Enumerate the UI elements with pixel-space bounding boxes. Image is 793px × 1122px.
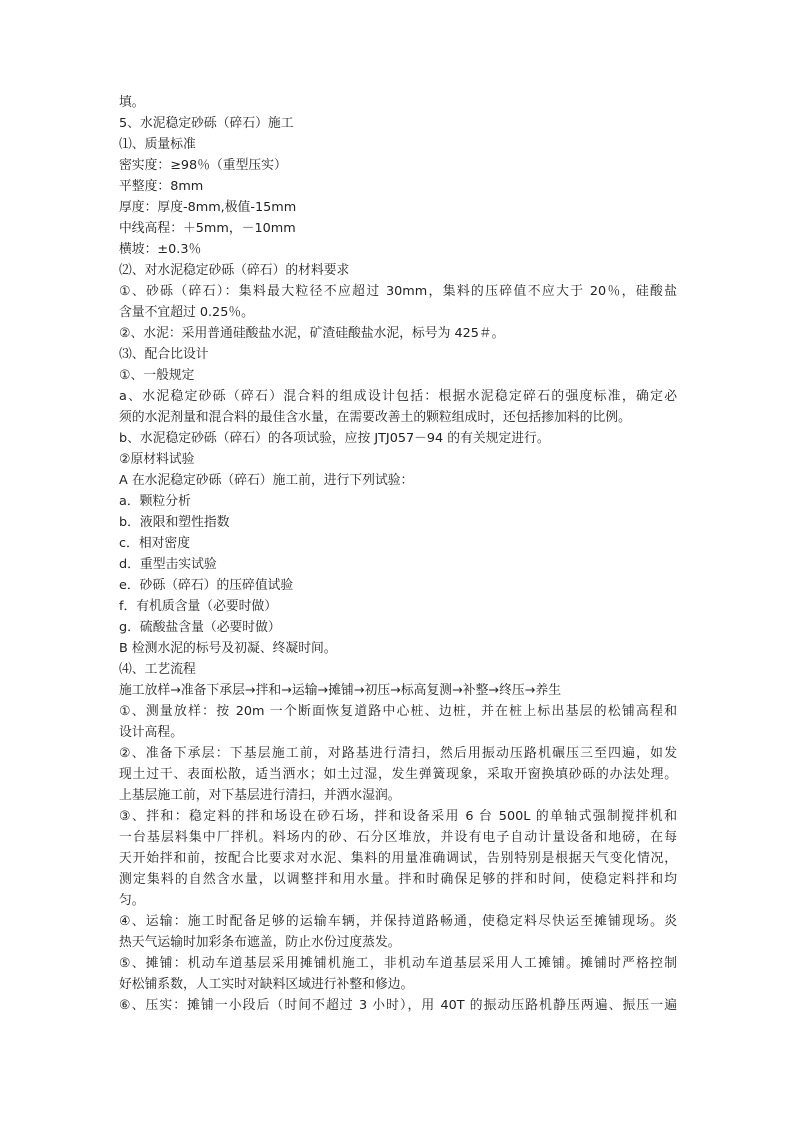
paragraph-line: ②、水泥：采用普通硅酸盐水泥，矿渣硅酸盐水泥，标号为 425＃。 xyxy=(119,326,505,341)
paragraph-line: 须的水泥剂量和混合料的最佳含水量，在需要改善土的颗粒组成时，还包括掺加料的比例。 xyxy=(119,410,631,425)
paragraph-line: a、水泥稳定砂砾（碎石）混合料的组成设计包括：根据水泥稳定碎石的强度标准，确定必 xyxy=(119,389,677,404)
paragraph-line: ②、准备下承层：下基层施工前，对路基进行清扫，然后用振动压路机碾压三至四遍，如发 xyxy=(119,746,677,761)
paragraph-line: 含量不宜超过 0.25％。 xyxy=(119,305,254,320)
list-item: b．液限和塑性指数 xyxy=(119,515,230,530)
paragraph-line: b、水泥稳定砂砾（碎石）的各项试验，应按 JTJ057－94 的有关规定进行。 xyxy=(119,431,550,446)
paragraph-line: 设计高程。 xyxy=(119,725,183,740)
subsection-heading: ⑶、配合比设计 xyxy=(119,347,209,362)
item-heading: ①、一般规定 xyxy=(119,368,195,383)
section-heading: 5、水泥稳定砂砾（碎石）施工 xyxy=(119,116,294,131)
paragraph-line: 好松铺系数，人工实时对缺料区域进行补整和修边。 xyxy=(119,977,414,992)
list-item: c．相对密度 xyxy=(119,536,191,551)
paragraph-line: ⑥、压实：摊铺一小段后（时间不超过 3 小时），用 40T 的振动压路机静压两遍、振压一遍 xyxy=(119,998,677,1013)
paragraph-line: ⑤、摊铺：机动车道基层采用摊铺机施工，非机动车道基层采用人工摊铺。摊铺时严格控制 xyxy=(119,956,677,971)
paragraph-line: 匀。 xyxy=(119,893,145,908)
paragraph-line: 天开始拌和前，按配合比要求对水泥、集料的用量准确调试，告别特别是根据天气变化情况， xyxy=(119,851,677,866)
spec-line: 中线高程：＋5mm，－10mm xyxy=(119,221,296,236)
list-item: d．重型击实试验 xyxy=(119,557,217,572)
paragraph-line: ③、拌和：稳定料的拌和场设在砂石场，拌和设备采用 6 台 500L 的单轴式强制搅拌机和 xyxy=(119,809,677,824)
paragraph-line: 热天气运输时加彩条布遮盖，防止水份过度蒸发。 xyxy=(119,935,401,950)
paragraph-line: B 检测水泥的标号及初凝、终凝时间。 xyxy=(119,641,337,656)
paragraph-line: ①、测量放样：按 20m 一个断面恢复道路中心桩、边桩，并在桩上标出基层的松铺高程和 xyxy=(119,704,677,719)
subsection-heading: ⑷、工艺流程 xyxy=(119,662,196,677)
paragraph-line: 一台基层料集中厂拌机。料场内的砂、石分区堆放，并设有电子自动计量设备和地磅，在每 xyxy=(119,830,677,845)
spec-line: 平整度：8mm xyxy=(119,179,204,194)
text-line: 填。 xyxy=(119,95,145,110)
paragraph-line: ①、砂砾（碎石）：集料最大粒径不应超过 30mm，集料的压碎值不应大于 20％，硅酸盐 xyxy=(119,284,677,299)
list-item: f．有机质含量（必要时做） xyxy=(119,599,278,614)
spec-line: 厚度：厚度-8mm,极值-15mm xyxy=(119,200,297,215)
paragraph-line: 现土过干、表面松散，适当洒水；如土过湿，发生弹簧现象，采取开窗换填砂砾的办法处理。 xyxy=(119,767,677,782)
list-item: a．颗粒分析 xyxy=(119,494,191,509)
item-heading: ②原材料试验 xyxy=(119,452,195,467)
paragraph-line: A 在水泥稳定砂砾（碎石）施工前，进行下列试验： xyxy=(119,473,414,488)
list-item: g．硫酸盐含量（必要时做） xyxy=(119,620,281,635)
paragraph-line: 上基层施工前，对下基层进行清扫，并洒水湿润。 xyxy=(119,788,401,803)
paragraph-line: 测定集料的自然含水量，以调整拌和用水量。拌和时确保足够的拌和时间，使稳定料拌和均 xyxy=(119,872,677,887)
subsection-heading: ⑴、质量标准 xyxy=(119,137,196,152)
paragraph-line: ④、运输：施工时配备足够的运输车辆，并保持道路畅通，使稳定料尽快运至摊铺现场。炎 xyxy=(119,914,677,929)
subsection-heading: ⑵、对水泥稳定砂砾（碎石）的材料要求 xyxy=(119,263,350,278)
list-item: e．砂砾（碎石）的压碎值试验 xyxy=(119,578,294,593)
process-flow: 施工放样→准备下承层→拌和→运输→摊铺→初压→标高复测→补整→终压→养生 xyxy=(119,683,562,698)
document-body xyxy=(119,92,677,1016)
spec-line: 横坡：±0.3％ xyxy=(119,242,202,257)
spec-line: 密实度：≥98％（重型压实） xyxy=(119,158,287,173)
